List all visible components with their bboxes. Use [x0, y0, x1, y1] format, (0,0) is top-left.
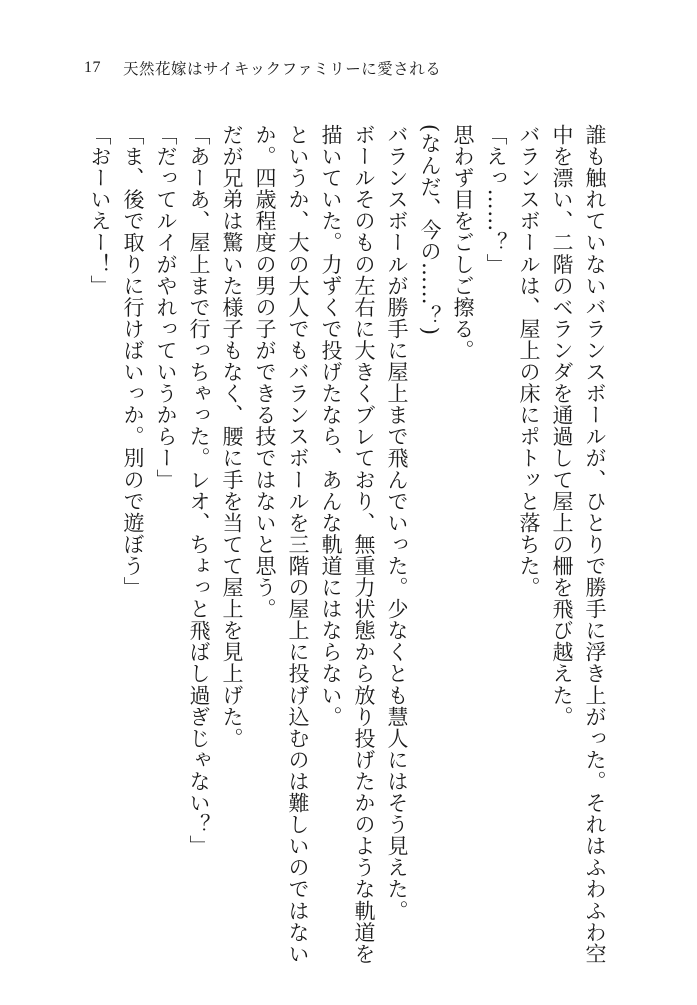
text-line: 誰も触れていないバランスボールが、ひとりで勝手に浮き上がった。それはふわふわ空	[583, 124, 607, 965]
text-line: 「ま、後で取りに行けばいっか。別ので遊ぼう」	[121, 124, 145, 599]
text-line: バランスボールが勝手に屋上まで飛んでいった。少なくとも慧人にはそう見えた。	[385, 124, 409, 922]
text-line: 描いていた。力ずくで投げたなら、あんな軌道にはならない。	[319, 124, 343, 728]
page-number: 17	[84, 59, 101, 76]
text-line: (なんだ、今の……？)	[418, 124, 442, 336]
text-line: だが兄弟は驚いた様子もなく、腰に手を当てて屋上を見上げた。	[220, 124, 244, 749]
text-line: 中を漂い、二階のベランダを通過して屋上の柵を飛び越えた。	[550, 124, 574, 728]
text-line: というか、大の大人でもバランスボールを三階の屋上に投げ込むのは難しいのではない	[286, 124, 310, 965]
text-line: か。四歳程度の男の子ができる技ではないと思う。	[253, 124, 277, 620]
text-line: バランスボールは、屋上の床にポトッと落ちた。	[517, 124, 541, 599]
text-line: 思わず目をごしご擦る。	[451, 124, 475, 362]
body-text	[71, 124, 611, 969]
text-line: 「おーいえー！」	[88, 124, 112, 297]
book-title: 天然花嫁はサイキックファミリーに愛される	[123, 60, 442, 78]
text-line: 「だってルイがやれっていうからー」	[154, 124, 178, 491]
text-line: 「えっ……？」	[484, 124, 508, 275]
text-line: ボールそのもの左右に大きくブレており、無重力状態から放り投げたかのような軌道を	[352, 124, 376, 965]
text-line: 「あーあ、屋上まで行っちゃった。レオ、ちょっと飛ばし過ぎじゃない？」	[187, 124, 211, 857]
running-header	[84, 56, 441, 80]
